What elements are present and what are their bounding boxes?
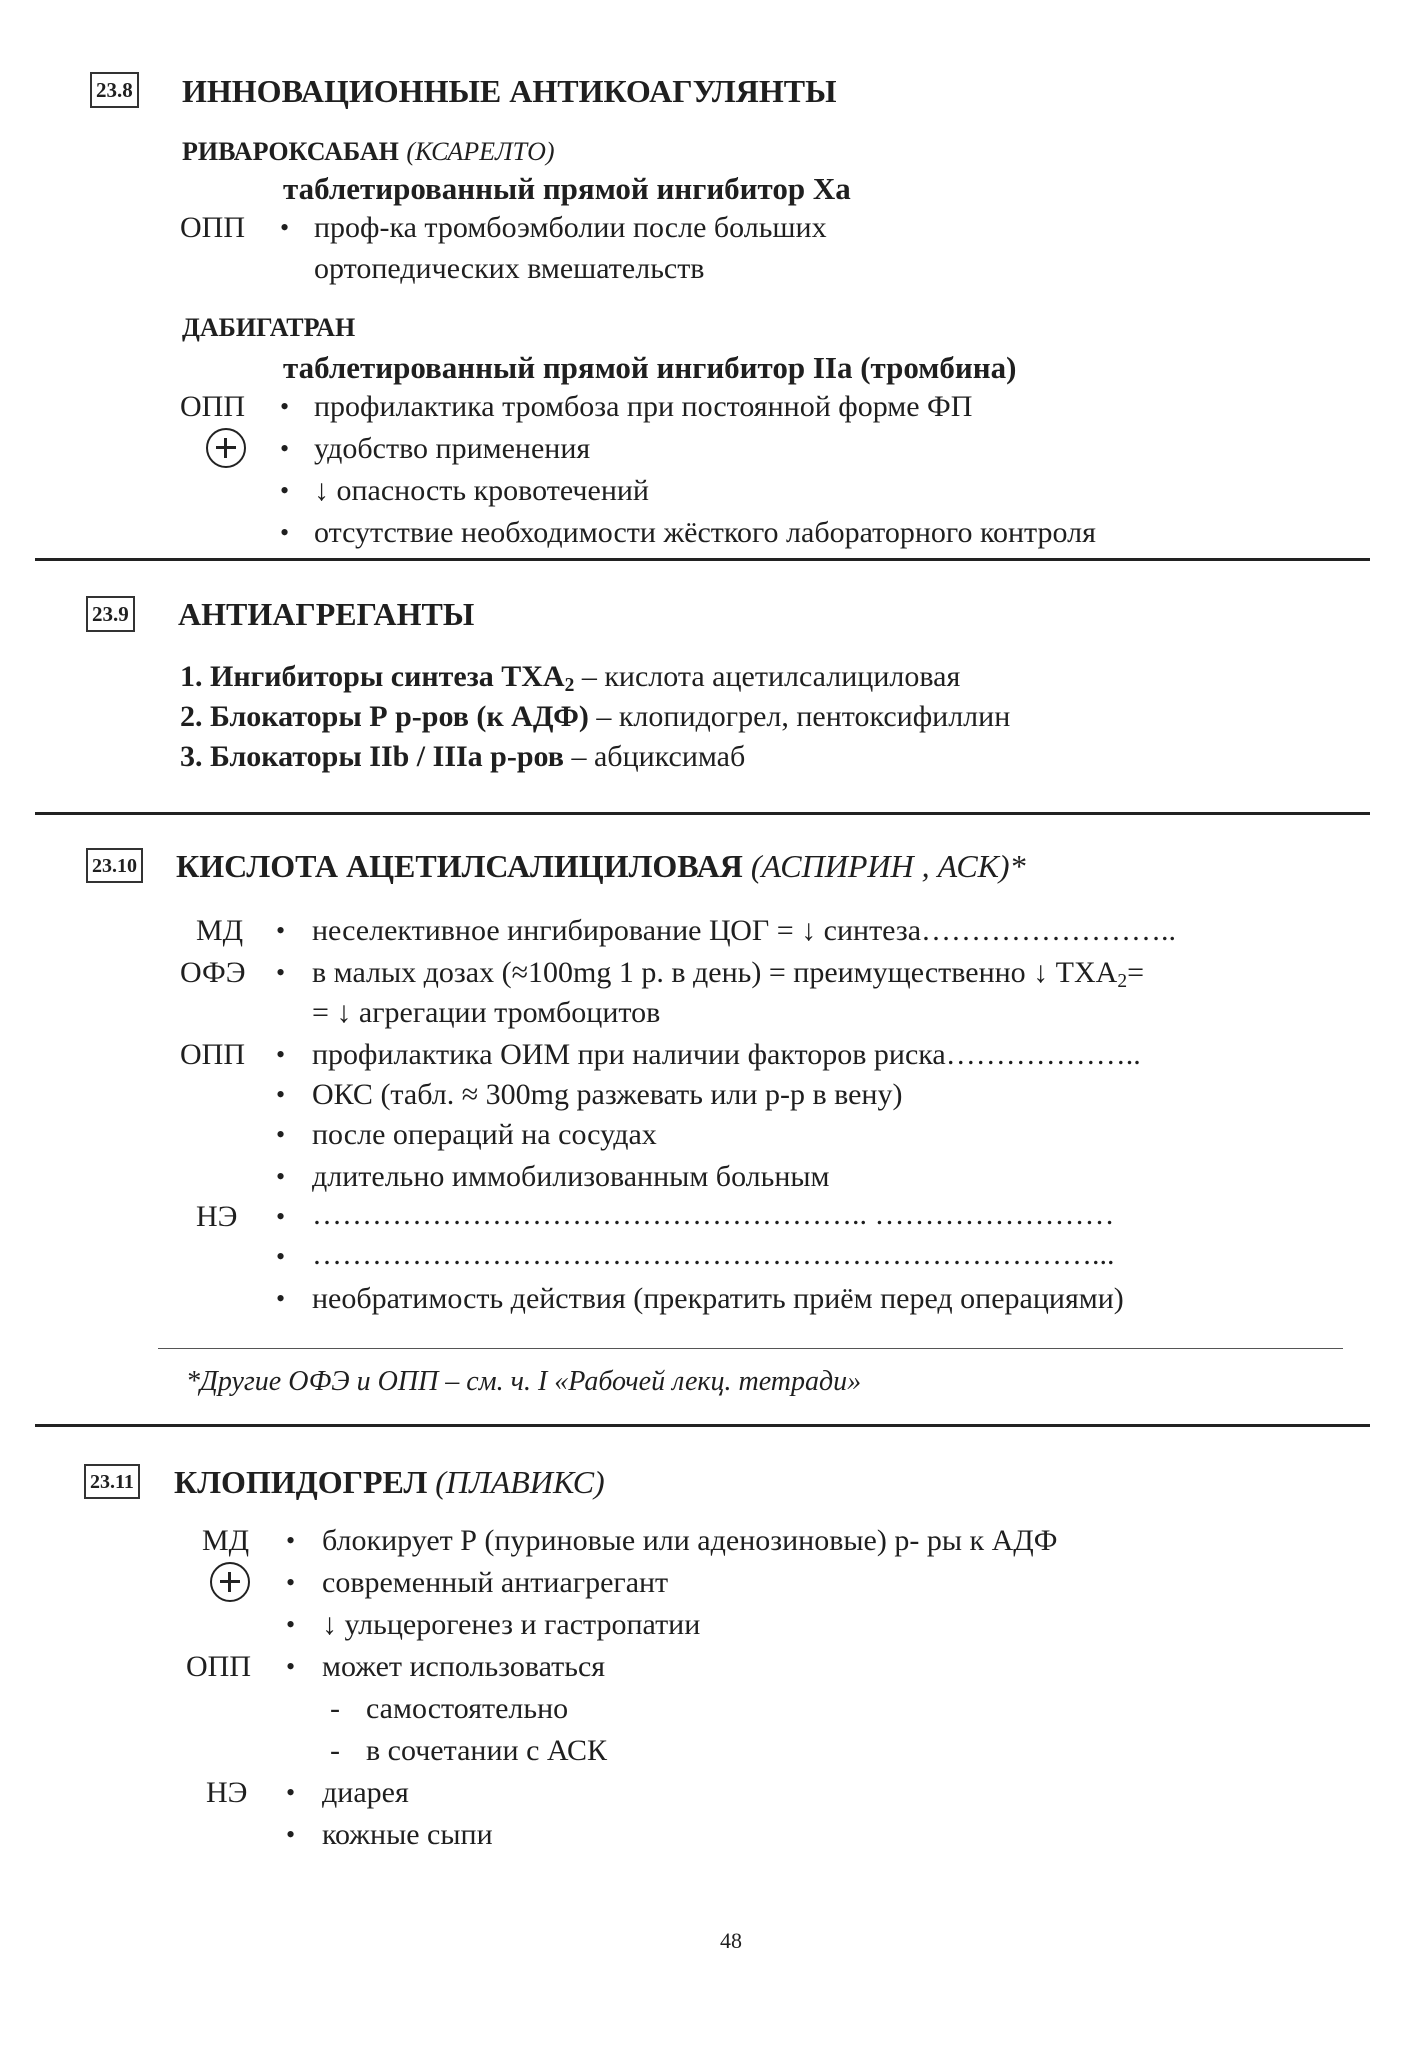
drug-description: таблетированный прямой ингибитор IIa (тромбина) [283,350,1017,385]
list-item: ↓ опасность кровотечений [314,474,649,507]
bullet: • [276,1242,286,1271]
list-item: 3. Блокаторы IIb / IIIa р-ров – абциксимаб [180,740,746,773]
list-item: 2. Блокаторы Р р-ров (к АДФ) – клопидогрел, пентоксифиллин [180,700,1011,733]
plus-circle-icon [210,1562,250,1602]
list-item-blank: ……………………………………………….. …………………… [312,1198,1115,1231]
drug-dabigatran: ДАБИГАТРАН [182,313,356,342]
label-ne: НЭ [196,1200,238,1233]
section-title-antiplatelets: АНТИАГРЕГАНТЫ [178,596,475,632]
bullet: • [276,1162,286,1191]
list-item-continued: = ↓ агрегации тромбоцитов [312,996,661,1029]
section-number-23-8: 23.8 [90,72,139,108]
bullet: • [280,392,290,421]
dash: - [330,1692,340,1725]
bullet: • [280,213,290,242]
list-item: неселективное ингибирование ЦОГ = ↓ синтеза…………………….. [312,914,1177,947]
page-number: 48 [720,1928,742,1953]
bullet: • [286,1568,296,1597]
section-divider [35,812,1370,815]
section-number-23-9: 23.9 [86,596,135,632]
drug-rivaroxaban [182,136,555,166]
drug-name: РИВАРОКСАБАН [182,137,399,166]
bullet: • [276,916,286,945]
bullet: • [286,1652,296,1681]
list-item: диарея [322,1776,409,1809]
section-divider [35,558,1370,561]
list-item-blank: ……………………………………………………………………... [312,1238,1115,1271]
list-item: профилактика тромбоза при постоянной форме ФП [314,390,973,423]
list-item: кожные сыпи [322,1818,493,1851]
label-md: МД [202,1524,250,1557]
label-opp: ОПП [180,1038,245,1071]
list-item: ОКС (табл. ≈ 300mg разжевать или р-р в вену) [312,1078,903,1111]
section-number-23-11: 23.11 [84,1464,140,1499]
list-item: современный антиагрегант [322,1566,669,1599]
bullet: • [280,476,290,505]
label-opp: ОПП [180,211,245,244]
list-item: 1. Ингибиторы синтеза $ТХА_2$ – кислота ацетилсалициловая [180,660,961,696]
label-opp: ОПП [186,1650,251,1683]
bullet: • [276,1284,286,1313]
bullet: • [280,434,290,463]
bullet: • [286,1610,296,1639]
plus-circle-icon [206,428,246,468]
label-opp: ОПП [180,390,245,423]
bullet: • [280,518,290,547]
footnote: *Другие ОФЭ и ОПП – см. ч. I «Рабочей лекц. тетради» [186,1366,862,1397]
label-ne: НЭ [206,1776,248,1809]
list-item: длительно иммобилизованным больным [312,1160,830,1193]
section-title-acetylsalicylic-acid: КИСЛОТА АЦЕТИЛСАЛИЦИЛОВАЯ (АСПИРИН , АСК)* [176,848,1026,884]
list-item: ортопедических вмешательств [314,252,705,285]
section-divider [35,1424,1370,1427]
list-item: может использоваться [322,1650,606,1683]
list-item: ↓ ульцерогенез и гастропатии [322,1608,701,1641]
bullet: • [276,1202,286,1231]
list-item: отсутствие необходимости жёсткого лабораторного контроля [314,516,1096,549]
bullet: • [276,1080,286,1109]
label-ofe: ОФЭ [180,956,246,989]
section-number-23-10: 23.10 [86,848,143,883]
section-title-innovative-anticoagulants: ИННОВАЦИОННЫЕ АНТИКОАГУЛЯНТЫ [182,73,837,109]
list-item: необратимость действия (прекратить приём перед операциями) [312,1282,1124,1315]
list-item: профилактика ОИМ при наличии факторов риска……………….. [312,1038,1141,1071]
dash: - [330,1734,340,1767]
footnote-divider [158,1348,1343,1349]
bullet: • [276,958,286,987]
label-md: МД [196,914,244,947]
list-item: после операций на сосудах [312,1118,657,1151]
sub-list-item: самостоятельно [366,1692,569,1725]
bullet: • [286,1526,296,1555]
section-title-clopidogrel: КЛОПИДОГРЕЛ (ПЛАВИКС) [174,1464,605,1500]
list-item: проф-ка тромбоэмболии после больших [314,211,827,244]
drug-brand: (КСАРЕЛТО) [406,137,555,166]
bullet: • [286,1820,296,1849]
bullet: • [286,1778,296,1807]
sub-list-item: в сочетании с АСК [366,1734,608,1767]
drug-description: таблетированный прямой ингибитор Xa [283,171,851,206]
bullet: • [276,1120,286,1149]
list-item: блокирует Р (пуриновые или аденозиновые) р- ры к АДФ [322,1524,1058,1557]
list-item: в малых дозах (≈100mg 1 р. в день) = преимущественно ↓ $ТХА_2=$ [312,956,1144,992]
bullet: • [276,1040,286,1069]
list-item: удобство применения [314,432,591,465]
